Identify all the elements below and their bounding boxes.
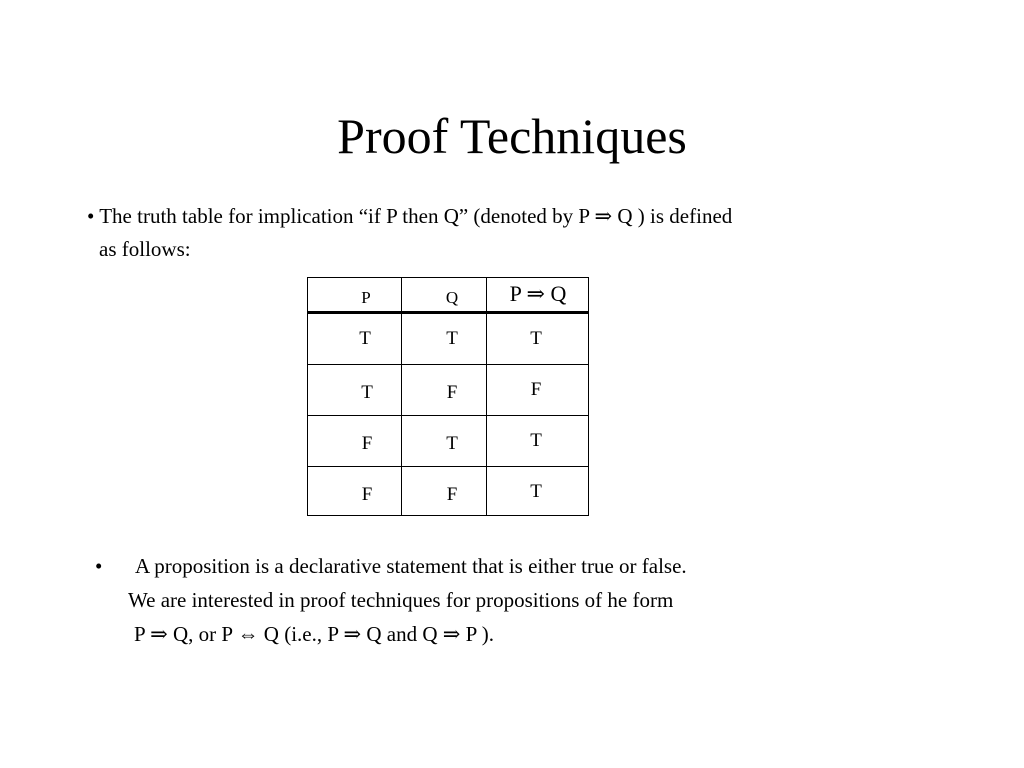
table-cell-r4-pq: T <box>530 481 542 502</box>
intro-paragraph <box>87 200 947 266</box>
table-header-implication: P ⇒ Q <box>509 281 567 306</box>
table-divider-row-1 <box>308 364 588 365</box>
table-cell-r4-p: F <box>361 484 373 505</box>
table-cell-r3-pq: T <box>530 430 542 451</box>
table-cell-r3-q: T <box>446 433 458 454</box>
intro-bullet: • <box>87 204 95 228</box>
slide-title: Proof Techniques <box>337 108 687 164</box>
table-cell-r3-p: F <box>361 433 373 454</box>
intro-text-1: The truth table for implication “if P then Q” (denoted by P ⇒ Q ) is defined <box>99 204 733 228</box>
truth-table <box>307 277 589 516</box>
table-cell-r2-pq: F <box>530 379 542 400</box>
note-paragraph <box>95 549 975 651</box>
note-bullet: • <box>95 554 103 578</box>
note-text-1: A proposition is a declarative statement that is either true or false. <box>135 554 687 578</box>
table-cell-r1-q: T <box>446 328 458 349</box>
table-divider-row-3 <box>308 466 588 467</box>
table-cell-r1-pq: T <box>530 328 542 349</box>
intro-line-1 <box>87 200 947 233</box>
table-divider-row-2 <box>308 415 588 416</box>
table-cell-r2-p: T <box>361 382 373 403</box>
intro-line-2: as follows: <box>99 237 191 261</box>
note-line-2: We are interested in proof techniques for propositions of he form <box>128 588 674 612</box>
table-header-p: P <box>361 288 371 307</box>
table-header-q: Q <box>445 288 459 307</box>
note-line-1 <box>95 549 975 583</box>
table-cell-r1-p: T <box>359 328 371 349</box>
table-cell-r4-q: F <box>446 484 458 505</box>
table-header-rule <box>308 311 588 314</box>
note-line-3: P ⇒ Q, or P ⇔ Q (i.e., P ⇒ Q and Q ⇒ P ). <box>134 622 495 646</box>
table-cell-r2-q: F <box>446 382 458 403</box>
